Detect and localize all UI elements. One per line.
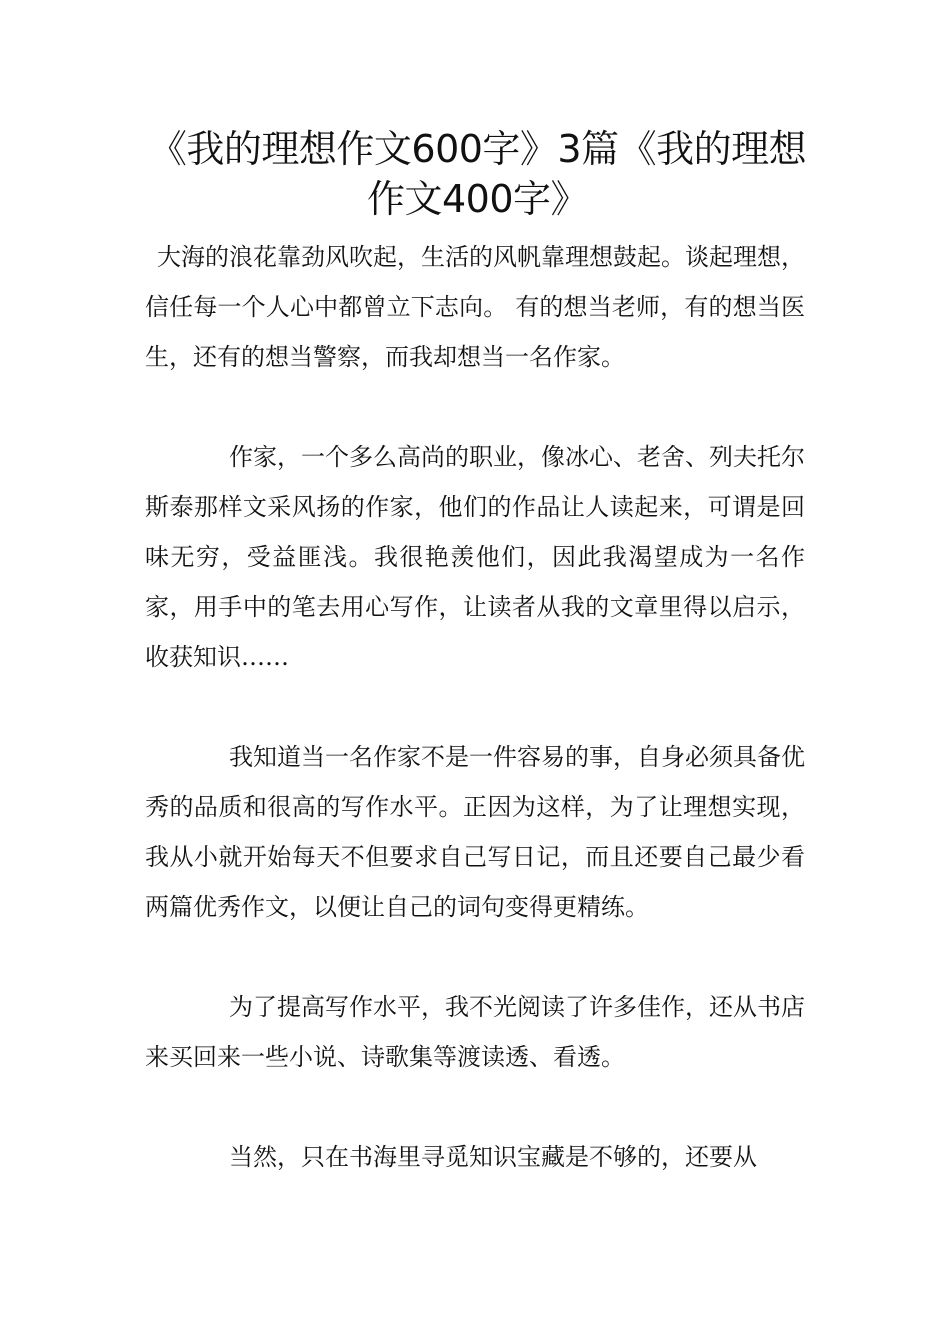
paragraph-4: 为了提高写作水平，我不光阅读了许多佳作，还从书店来买回来一些小说、诗歌集等渡读透、看透。	[145, 993, 805, 1071]
document-title: 《我的理想作文600字》3篇《我的理想作文400字》	[148, 127, 807, 221]
paragraph-2: 作家，一个多么高尚的职业，像冰心、老舍、列夫托尔斯泰那样文采风扬的作家，他们的作品让人读起来，可谓是回味无穷，受益匪浅。我很艳羡他们，因此我渴望成为一名作家，用手中的笔去用心写作，让读者从我的文章里得以启示，收获知识……	[145, 443, 805, 671]
paragraph-1: 大海的浪花靠劲风吹起，生活的风帆靠理想鼓起。谈起理想，信任每一个人心中都曾立下志向。 有的想当老师，有的想当医生，还有的想当警察，而我却想当一名作家。	[145, 243, 805, 371]
paragraph-3: 我知道当一名作家不是一件容易的事，自身必须具备优秀的品质和很高的写作水平。正因为这样，为了让理想实现，我从小就开始每天不但要求自己写日记，而且还要自己最少看两篇优秀作文，以便让自己的词句变得更精练。	[145, 743, 805, 921]
paragraph-5: 当然，只在书海里寻觅知识宝藏是不够的，还要从	[229, 1143, 757, 1171]
document-body	[145, 232, 805, 1232]
